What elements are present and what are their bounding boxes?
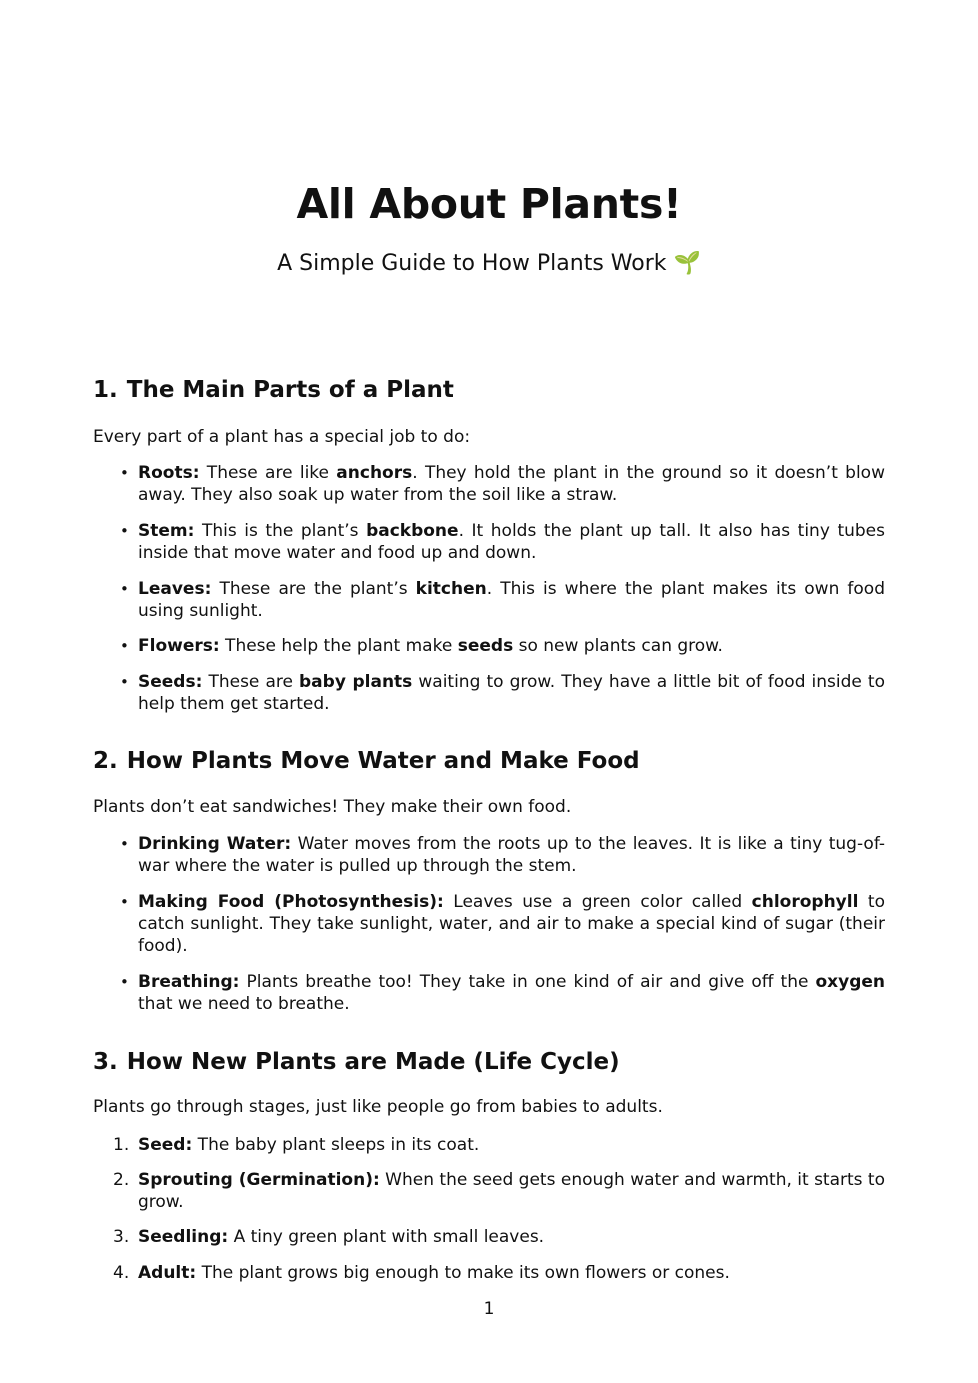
bullet-marker: • (120, 673, 129, 691)
item-label: Roots: (138, 463, 200, 483)
item-text: to catch sunlight. They take sunlight, water, and air to make a special kind of sugar (their food). (138, 892, 885, 956)
item-label: Drinking Water: (138, 834, 292, 854)
list-item (93, 578, 885, 622)
list-item (93, 671, 885, 715)
item-text: Water moves from the roots up to the leaves. It is like a tiny tug-of-war where the water is pulled up through the stem. (138, 834, 886, 876)
item-emphasis: oxygen (815, 972, 885, 992)
bullet-marker: • (120, 580, 129, 598)
item-text: The baby plant sleeps in its coat. (192, 1135, 480, 1155)
list-number: 4. (113, 1263, 130, 1283)
item-label: Seeds: (138, 672, 203, 692)
section-title: How New Plants are Made (Life Cycle) (126, 1049, 620, 1075)
item-emphasis: seeds (457, 636, 514, 656)
bullet-marker: • (120, 464, 129, 482)
section-number: 2. (93, 748, 118, 774)
section-title: The Main Parts of a Plant (126, 377, 454, 403)
section-heading (93, 373, 885, 407)
item-label: Seed: (138, 1135, 193, 1155)
section-heading (93, 744, 885, 778)
list-item (93, 1134, 885, 1156)
item-text: that we need to breathe. (138, 994, 350, 1014)
item-text: . They hold the plant in the ground so it doesn’t blow away. They also soak up water from the soil like a straw. (138, 463, 885, 505)
item-text: These are like (199, 463, 337, 483)
item-label: Stem: (138, 521, 195, 541)
list-item (93, 462, 885, 506)
section-main-parts (93, 373, 885, 715)
item-emphasis: backbone (366, 521, 459, 541)
item-label: Seedling: (138, 1227, 229, 1247)
section-intro: Plants go through stages, just like people go from babies to adults. (93, 1097, 663, 1117)
list-item (93, 1169, 885, 1213)
section-heading (93, 1045, 885, 1079)
section-number: 1. (93, 377, 118, 403)
item-text: so new plants can grow. (513, 636, 723, 656)
list-number: 3. (113, 1227, 130, 1247)
page-number: 1 (483, 1299, 495, 1319)
item-label: Breathing: (138, 972, 240, 992)
bullet-marker: • (120, 835, 129, 853)
section-number: 3. (93, 1049, 118, 1075)
section-intro: Plants don’t eat sandwiches! They make their own food. (93, 797, 572, 817)
item-text: When the seed gets enough water and warmth, it starts to grow. (138, 1170, 885, 1212)
document-body (93, 373, 885, 1284)
list-number: 2. (113, 1170, 130, 1190)
list-item (93, 971, 885, 1015)
list-item (93, 1262, 885, 1284)
item-text: These are (202, 672, 300, 692)
item-emphasis: chlorophyll (751, 892, 859, 912)
bullet-marker: • (120, 522, 129, 540)
section-water-food (93, 744, 885, 1015)
list-item (93, 1226, 885, 1248)
item-text: These are the plant’s (211, 579, 416, 599)
item-emphasis: kitchen (415, 579, 487, 599)
numbered-list (93, 1134, 885, 1284)
item-text: Leaves use a green color called (443, 892, 752, 912)
item-label: Leaves: (138, 579, 212, 599)
item-label: Flowers: (138, 636, 220, 656)
page-subtitle: A Simple Guide to How Plants Work 🌱 (277, 251, 701, 276)
list-item (93, 635, 885, 657)
item-text: waiting to grow. They have a little bit of food inside to help them get started. (138, 672, 886, 714)
item-label: Adult: (138, 1263, 197, 1283)
item-label: Making Food (Photosynthesis): (138, 892, 444, 912)
bullet-marker: • (120, 637, 129, 655)
item-text: This is the plant’s (194, 521, 367, 541)
list-item (93, 891, 885, 957)
item-text: . It holds the plant up tall. It also has tiny tubes inside that move water and food up and down. (138, 521, 885, 563)
bullet-marker: • (120, 973, 129, 991)
section-intro: Every part of a plant has a special job to do: (93, 427, 471, 447)
item-text: These help the plant make (219, 636, 458, 656)
item-text: . This is where the plant makes its own food using sunlight. (138, 579, 885, 621)
list-number: 1. (113, 1135, 130, 1155)
item-text: The plant grows big enough to make its own flowers or cones. (196, 1263, 730, 1283)
item-emphasis: baby plants (299, 672, 413, 692)
list-item (93, 833, 885, 877)
bullet-list (93, 462, 885, 715)
item-label: Sprouting (Germination): (138, 1170, 380, 1190)
bullet-marker: • (120, 893, 129, 911)
bullet-list (93, 833, 885, 1015)
item-emphasis: anchors (336, 463, 413, 483)
list-item (93, 520, 885, 564)
section-title: How Plants Move Water and Make Food (126, 748, 640, 774)
item-text: Plants breathe too! They take in one kind of air and give off the (239, 972, 816, 992)
page-title: All About Plants! (296, 180, 682, 228)
section-life-cycle (93, 1045, 885, 1284)
item-text: A tiny green plant with small leaves. (228, 1227, 545, 1247)
